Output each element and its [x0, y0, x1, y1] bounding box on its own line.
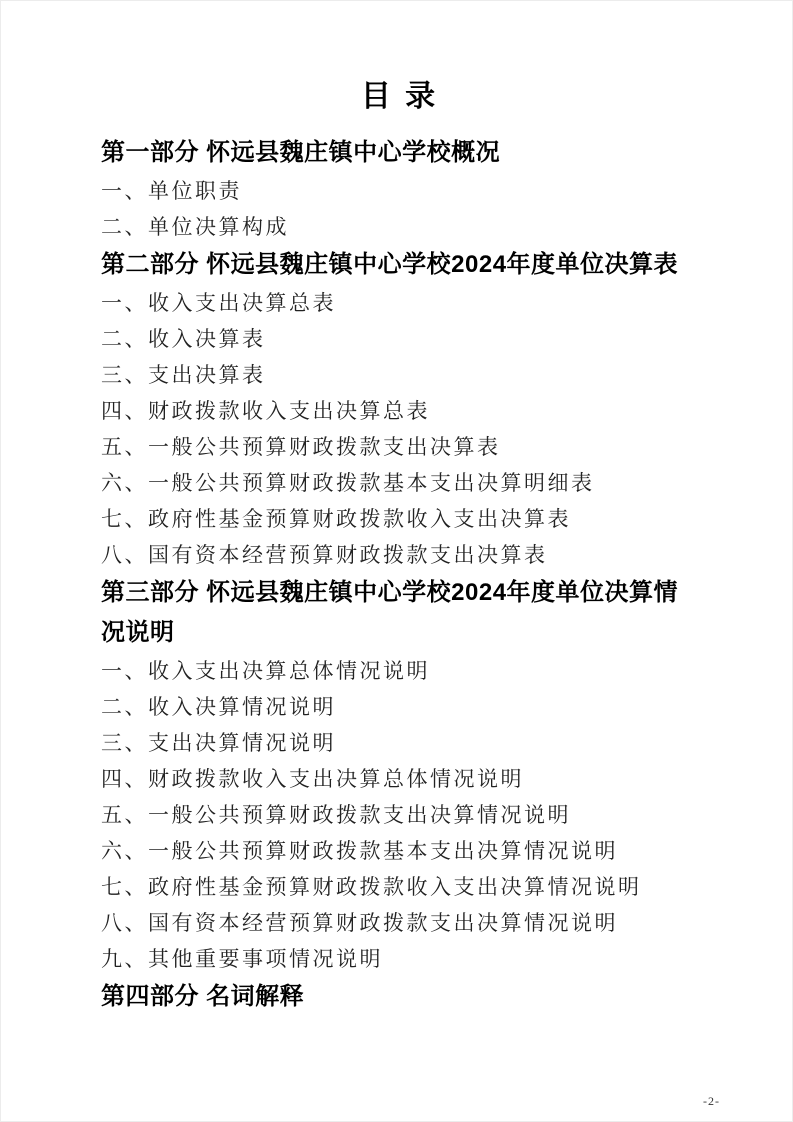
toc-item: 二、收入决算情况说明 — [101, 695, 336, 719]
toc-item: 四、财政拨款收入支出决算总表 — [101, 399, 430, 423]
toc-item: 七、政府性基金预算财政拨款收入支出决算情况说明 — [101, 875, 642, 899]
toc-item: 一、收入支出决算总表 — [101, 291, 336, 315]
toc-item: 七、政府性基金预算财政拨款收入支出决算表 — [101, 507, 571, 531]
page-number: -2- — [703, 1094, 720, 1108]
toc-item: 九、其他重要事项情况说明 — [101, 947, 383, 971]
toc-item: 一、单位职责 — [101, 179, 242, 203]
toc-item: 六、一般公共预算财政拨款基本支出决算明细表 — [101, 471, 595, 495]
toc-item: 六、一般公共预算财政拨款基本支出决算情况说明 — [101, 839, 618, 863]
toc-item: 三、支出决算表 — [101, 363, 266, 387]
section-heading-part2: 第二部分 怀远县魏庄镇中心学校2024年度单位决算表 — [101, 251, 679, 278]
toc-item: 五、一般公共预算财政拨款支出决算情况说明 — [101, 803, 571, 827]
section-heading-part4: 第四部分 名词解释 — [101, 983, 305, 1010]
toc-item: 一、收入支出决算总体情况说明 — [101, 659, 430, 683]
section-heading-part3: 第三部分 怀远县魏庄镇中心学校2024年度单位决算情况说明 — [101, 579, 679, 646]
toc-item: 二、单位决算构成 — [101, 215, 289, 239]
toc-item: 八、国有资本经营预算财政拨款支出决算表 — [101, 543, 548, 567]
page-title: 目 录 — [360, 80, 439, 113]
toc-item: 四、财政拨款收入支出决算总体情况说明 — [101, 767, 524, 791]
toc-item: 八、国有资本经营预算财政拨款支出决算情况说明 — [101, 911, 618, 935]
toc-item: 二、收入决算表 — [101, 327, 266, 351]
toc-item: 五、一般公共预算财政拨款支出决算表 — [101, 435, 501, 459]
toc-item: 三、支出决算情况说明 — [101, 731, 336, 755]
section-heading-part1: 第一部分 怀远县魏庄镇中心学校概况 — [101, 139, 501, 166]
